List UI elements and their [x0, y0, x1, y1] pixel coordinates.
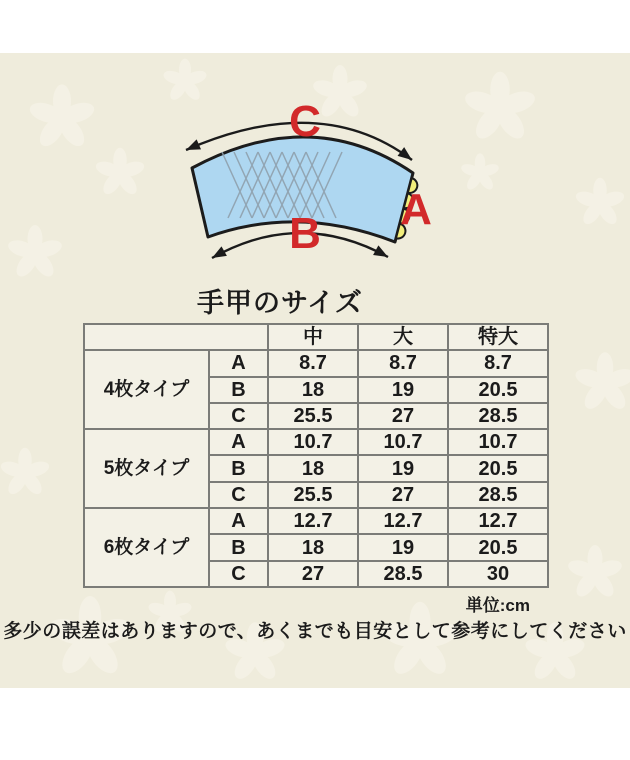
value-cell: 20.5 [448, 377, 548, 403]
value-cell: 27 [358, 403, 448, 429]
size-header-large: 大 [358, 324, 448, 350]
size-table [83, 323, 549, 588]
dim-label: C [209, 561, 268, 587]
value-cell: 8.7 [358, 350, 448, 376]
value-cell: 12.7 [358, 508, 448, 534]
arrowhead-icon [209, 246, 227, 262]
value-cell: 18 [268, 455, 358, 481]
arrowhead-icon [184, 139, 201, 155]
type-label-4mai: 4枚タイプ [84, 350, 209, 429]
value-cell: 19 [358, 534, 448, 560]
type-label-6mai: 6枚タイプ [84, 508, 209, 587]
value-cell: 20.5 [448, 455, 548, 481]
dim-label: A [209, 508, 268, 534]
size-header-medium: 中 [268, 324, 358, 350]
page-title: 手甲のサイズ [197, 288, 363, 318]
dim-label: C [209, 403, 268, 429]
label-c: C [289, 97, 321, 146]
table-corner-cell [84, 324, 268, 350]
tekko-measurement-diagram [165, 90, 445, 270]
dim-label: A [209, 350, 268, 376]
value-cell: 10.7 [358, 429, 448, 455]
value-cell: 25.5 [268, 403, 358, 429]
dim-label: B [209, 455, 268, 481]
arrowhead-icon [373, 245, 391, 261]
value-cell: 8.7 [268, 350, 358, 376]
table-header-row [84, 324, 548, 350]
dim-label: B [209, 377, 268, 403]
value-cell: 19 [358, 377, 448, 403]
value-cell: 25.5 [268, 482, 358, 508]
label-b: B [289, 209, 321, 258]
value-cell: 19 [358, 455, 448, 481]
value-cell: 10.7 [448, 429, 548, 455]
table-row [84, 429, 548, 455]
value-cell: 20.5 [448, 534, 548, 560]
arrowhead-icon [398, 147, 416, 164]
size-header-xlarge: 特大 [448, 324, 548, 350]
value-cell: 27 [268, 561, 358, 587]
dim-label: C [209, 482, 268, 508]
value-cell: 28.5 [448, 482, 548, 508]
value-cell: 12.7 [268, 508, 358, 534]
dim-label: B [209, 534, 268, 560]
value-cell: 18 [268, 534, 358, 560]
value-cell: 28.5 [448, 403, 548, 429]
value-cell: 28.5 [358, 561, 448, 587]
table-row [84, 508, 548, 534]
unit-note: 単位:cm [465, 596, 530, 615]
value-cell: 18 [268, 377, 358, 403]
table-row [84, 350, 548, 376]
dim-label: A [209, 429, 268, 455]
disclaimer-text: 多少の誤差はありますので、あくまでも目安として参考にしてください [3, 621, 627, 642]
type-label-5mai: 5枚タイプ [84, 429, 209, 508]
value-cell: 30 [448, 561, 548, 587]
value-cell: 12.7 [448, 508, 548, 534]
value-cell: 27 [358, 482, 448, 508]
value-cell: 8.7 [448, 350, 548, 376]
value-cell: 10.7 [268, 429, 358, 455]
label-a: A [400, 185, 432, 234]
